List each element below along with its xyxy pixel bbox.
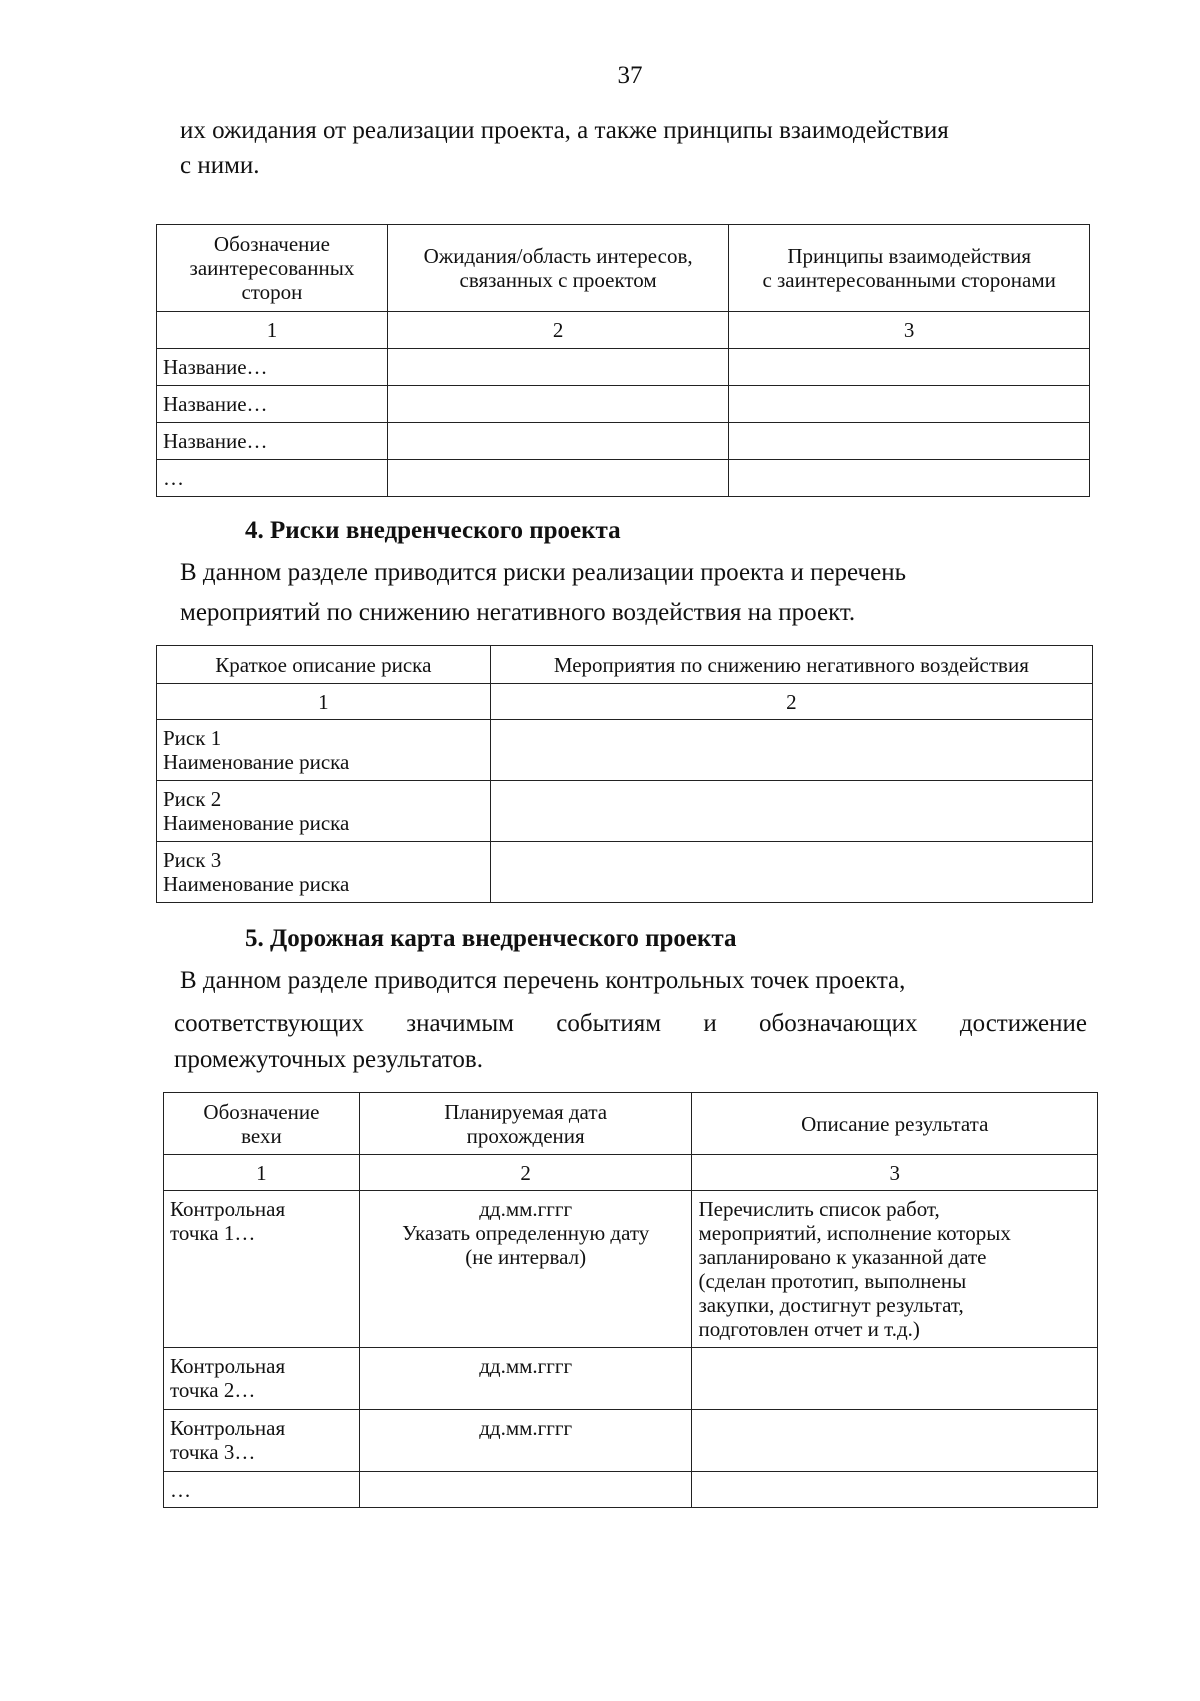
date-cell: дд.мм.гггг Указать определенную дату (не интервал)	[359, 1191, 692, 1348]
table-row	[157, 386, 1090, 423]
milestone-cell: Контрольная точка 1…	[164, 1191, 360, 1348]
milestone-cell: Контрольная точка 2…	[164, 1348, 360, 1410]
header-cell: Краткое описание риска	[157, 646, 491, 684]
header-cell: Мероприятия по снижению негативного воздействия	[490, 646, 1092, 684]
table-row	[157, 460, 1090, 497]
milestone-cell: Контрольная точка 3…	[164, 1410, 360, 1472]
table-header-row	[157, 225, 1090, 312]
section-5-line-2: соответствующих значимым событиям и обозначающих достижение	[174, 1010, 1087, 1037]
column-number-row	[164, 1155, 1098, 1191]
table-row	[164, 1410, 1098, 1472]
intro-line-1: их ожидания от реализации проекта, а также принципы взаимодействия	[180, 117, 949, 144]
date-cell: дд.мм.гггг	[359, 1348, 692, 1410]
section-5-title: 5. Дорожная карта внедренческого проекта	[245, 925, 737, 952]
page-number: 37	[617, 62, 643, 89]
table-row	[157, 842, 1093, 903]
table-row	[157, 349, 1090, 386]
column-number: 3	[729, 312, 1090, 349]
section-4-line-1: В данном разделе приводится риски реализации проекта и перечень	[180, 559, 906, 586]
column-number: 3	[692, 1155, 1098, 1191]
table-row	[164, 1348, 1098, 1410]
column-number: 1	[157, 684, 491, 720]
table-row	[157, 423, 1090, 460]
section-4-title: 4. Риски внедренческого проекта	[245, 517, 621, 544]
column-number-row	[157, 684, 1093, 720]
row-label: …	[157, 460, 388, 497]
header-cell: Описание результата	[692, 1093, 1098, 1155]
milestone-cell: …	[164, 1472, 360, 1508]
risk-cell: Риск 3 Наименование риска	[157, 842, 491, 903]
row-label: Название…	[157, 349, 388, 386]
section-5-line-3: промежуточных результатов.	[174, 1046, 483, 1073]
row-label: Название…	[157, 386, 388, 423]
header-cell: Обозначение заинтересованных сторон	[157, 225, 388, 312]
column-number: 2	[359, 1155, 692, 1191]
table-row	[164, 1472, 1098, 1508]
table-row	[157, 720, 1093, 781]
table-header-row	[157, 646, 1093, 684]
table-row	[157, 781, 1093, 842]
roadmap-table	[163, 1092, 1098, 1508]
table-header-row	[164, 1093, 1098, 1155]
section-4-line-2: мероприятий по снижению негативного воздействия на проект.	[180, 599, 856, 626]
description-cell: Перечислить список работ, мероприятий, исполнение которых запланировано к указанной дате (сделан прототип, выполнены закупки, достигнут результат, подготовлен отчет и т.д.)	[692, 1191, 1098, 1348]
column-number: 2	[490, 684, 1092, 720]
header-cell: Обозначение вехи	[164, 1093, 360, 1155]
intro-line-2: с ними.	[180, 152, 260, 179]
header-cell: Планируемая дата прохождения	[359, 1093, 692, 1155]
risk-cell: Риск 1 Наименование риска	[157, 720, 491, 781]
row-label: Название…	[157, 423, 388, 460]
header-cell: Принципы взаимодействия с заинтересованными сторонами	[729, 225, 1090, 312]
section-5-line-1: В данном разделе приводится перечень контрольных точек проекта,	[180, 967, 906, 994]
header-cell: Ожидания/область интересов, связанных с проектом	[387, 225, 728, 312]
column-number: 1	[157, 312, 388, 349]
table-row	[164, 1191, 1098, 1348]
stakeholders-table	[156, 224, 1090, 497]
date-cell: дд.мм.гггг	[359, 1410, 692, 1472]
risk-cell: Риск 2 Наименование риска	[157, 781, 491, 842]
risks-table	[156, 645, 1093, 903]
column-number: 2	[387, 312, 728, 349]
column-number-row	[157, 312, 1090, 349]
column-number: 1	[164, 1155, 360, 1191]
